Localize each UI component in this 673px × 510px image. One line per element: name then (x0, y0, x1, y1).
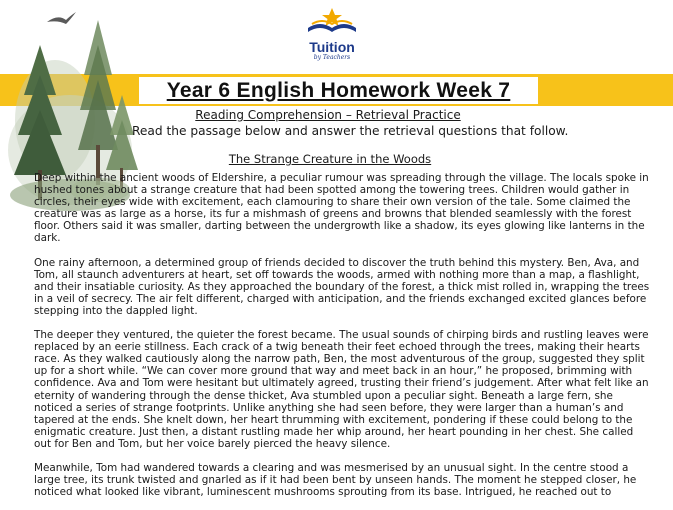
passage (34, 172, 650, 510)
passage-title: The Strange Creature in the Woods (228, 152, 432, 166)
title-box (139, 77, 538, 104)
paragraph: The deeper they ventured, the quieter the forest became. The usual sounds of chirping birds and rustling leaves were replaced by an eerie stillness. Each crack of a twig beneath their feet echoed through the trees, making their hearts race. As they walked cautiously along the narrow path, Ben, the most adventurous of the group, suggested they split up for a short while. “We can cover more ground that way and meet back in an hour,” he proposed, brimming with confidence. Ava and Tom were hesitant but ultimately agreed, trusting their friend’s judgement. After what felt like an eternity of wandering through the dense thicket, Ava stumbled upon a peculiar sight. Beneath a large fern, she noticed a series of strange footprints. Unlike anything she had seen before, they were larger than a human’s and tapered at the ends. She knelt down, her heart thrumming with excitement, pondering if these could belong to the enigmatic creature. Just then, a distant rustling made her whip around, her heart pounding in her chest. She called out for Ben and Tom, but her voice barely pierced the heavy silence. (34, 329, 649, 450)
logo-tagline: by Teachers (313, 54, 351, 61)
tuition-logo (300, 6, 364, 72)
logo-name: Tuition (309, 39, 355, 55)
paragraph: One rainy afternoon, a determined group of friends decided to discover the truth behind this mystery. Ben, Ava, and Tom, all staunch adventurers at heart, set off towards the woods, armed with nothing more than a map, a flashlight, and their insatiable curiosity. As they approached the boundary of the forest, a thick mist rolled in, wrapping the trees in a veil of secrecy. The air felt different, charged with anticipation, and the friends exchanged excited glances before stepping into the dappled light. (34, 256, 650, 317)
page-title: Year 6 English Homework Week 7 (166, 78, 511, 102)
subtitle: Reading Comprehension – Retrieval Practice (195, 108, 461, 122)
book-logo-icon (302, 6, 362, 34)
paragraph: Deep within the ancient woods of Eldershire, a peculiar rumour was spreading through the village. The locals spoke in hushed tones about a strange creature that had been spotted among the towering trees. Children would gather in circles, their eyes wide with excitement, each clamouring to share their own version of the tale. Some claimed the creature was as large as a horse, its fur a mishmash of greens and browns that blended seamlessly with the forest floor. Others said it was smaller, darting between the undergrowth like a shadow, its eyes glowing like lanterns in the dark. (34, 172, 649, 245)
instructions: Read the passage below and answer the retrieval questions that follow. (132, 124, 569, 138)
bird-icon (47, 12, 76, 24)
paragraph: Meanwhile, Tom had wandered towards a clearing and was mesmerised by an unusual sight. In the centre stood a large tree, its trunk twisted and gnarled as if it had been bent by unseen hands. The moment he stepped closer, he noticed what looked like vibrant, luminescent mushrooms sprouting from its base. Intrigued, he reached out to (34, 461, 637, 499)
